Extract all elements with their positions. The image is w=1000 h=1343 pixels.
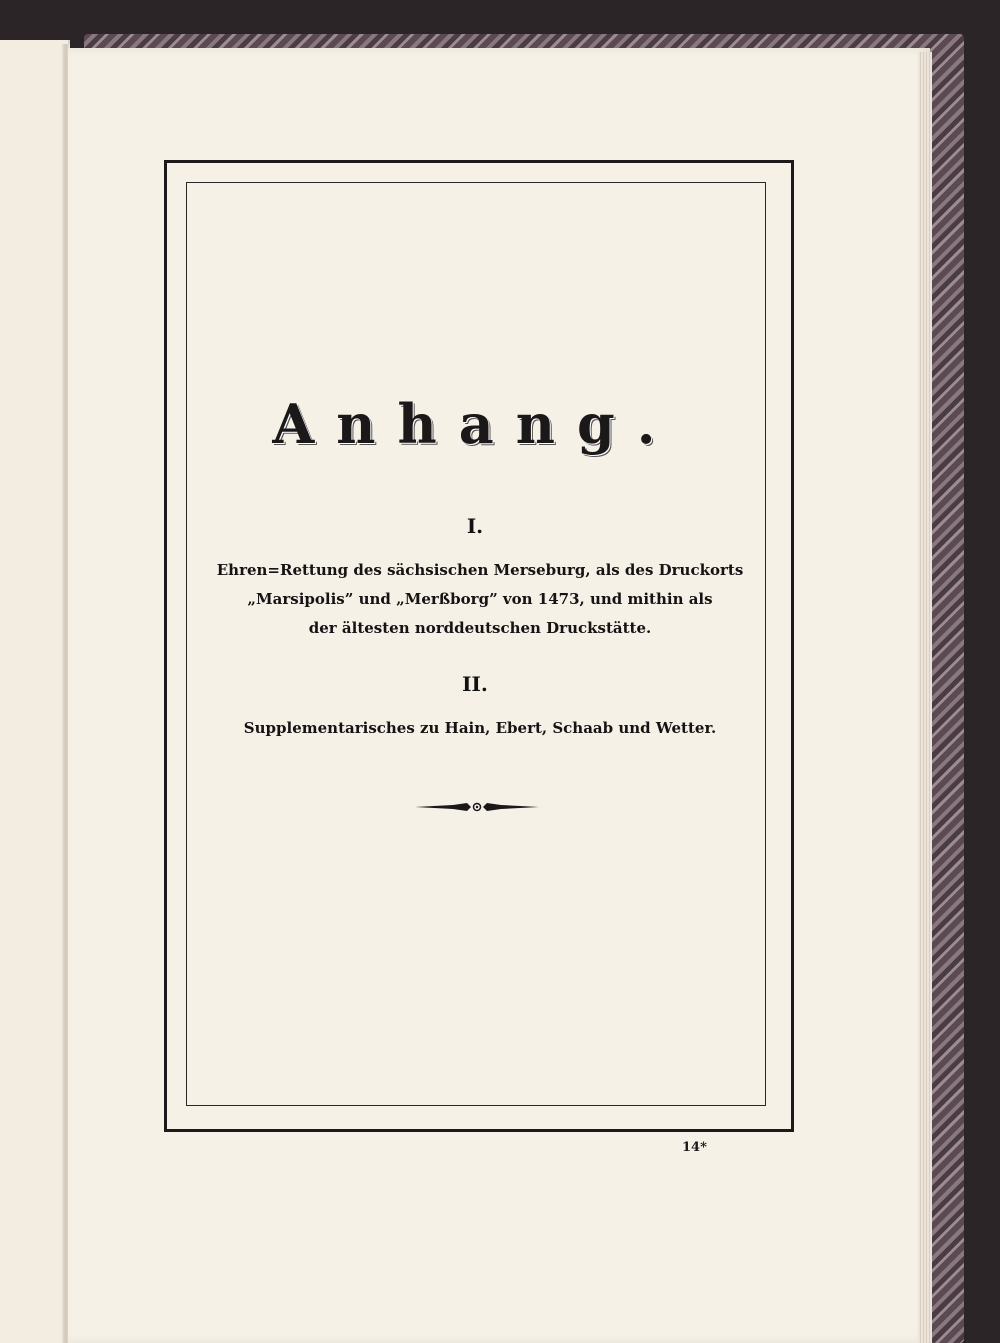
tailpiece-ornament-icon [415, 798, 539, 816]
inner-border-frame [186, 182, 766, 1106]
left-page [0, 40, 70, 1343]
section-2-numeral: II. [462, 672, 488, 696]
section-1-line: „Marsipolis” und „Merßborg” von 1473, und mithin als [247, 590, 713, 608]
section-1-text [210, 556, 750, 643]
page-edge [918, 52, 932, 1343]
page-title: Anhang. [272, 392, 678, 456]
section-2-line: Supplementarisches zu Hain, Ebert, Schaab und Wetter. [243, 719, 717, 737]
section-1-line: der ältesten norddeutschen Druckstätte. [308, 619, 652, 637]
page-number: 14* [682, 1140, 707, 1155]
section-1-numeral: I. [466, 514, 484, 538]
section-1-line: Ehren=Rettung des sächsischen Merseburg, als des Druckorts [216, 561, 744, 579]
section-2-text [210, 714, 750, 743]
